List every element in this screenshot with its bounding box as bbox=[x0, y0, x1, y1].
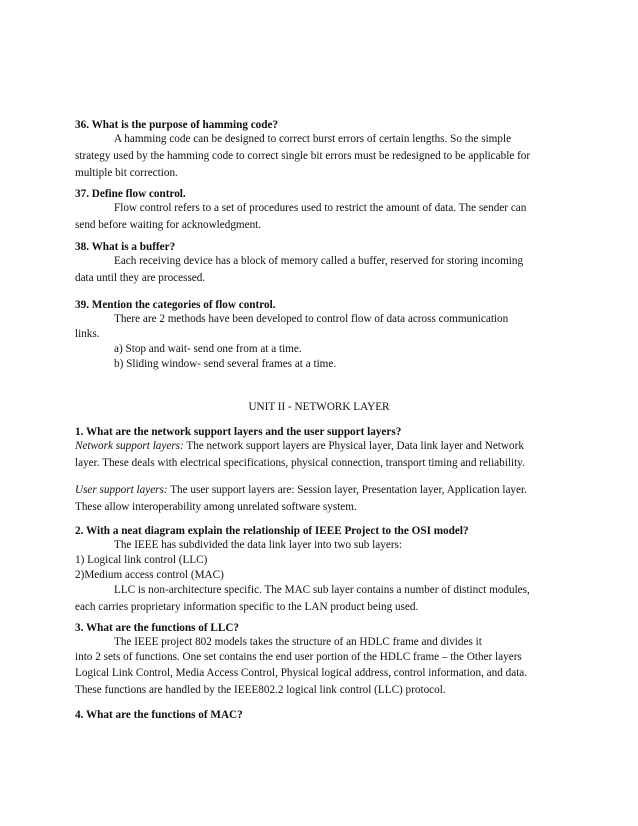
user-support-label: User support layers: bbox=[75, 484, 168, 496]
q37-line-1: Flow control refers to a set of procedures used to restrict the amount of data. The sender can bbox=[114, 202, 527, 214]
u1-heading: 1. What are the network support layers and the user support layers? bbox=[75, 426, 402, 438]
u2-line-2: 1) Logical link control (LLC) bbox=[75, 554, 208, 566]
q39-line-2: links. bbox=[75, 328, 100, 340]
u3-line-2: into 2 sets of functions. One set contains the end user portion of the HDLC frame – the Other layers bbox=[75, 651, 522, 663]
network-support-label: Network support layers: bbox=[75, 440, 184, 452]
u1-paragraph-1-line-2: layer. These deals with electrical specifications, physical connection, transport timing and reliability. bbox=[75, 457, 525, 469]
u1-p2-text: The user support layers are: Session layer, Presentation layer, Application layer. bbox=[167, 484, 527, 496]
q37-heading: 37. Define flow control. bbox=[75, 188, 186, 200]
q38-line-2: data until they are processed. bbox=[75, 272, 206, 284]
u1-paragraph-1-line-1 bbox=[75, 439, 524, 453]
u1-paragraph-2-line-1 bbox=[75, 483, 527, 497]
u4-heading: 4. What are the functions of MAC? bbox=[75, 709, 243, 721]
q37-line-2: send before waiting for acknowledgment. bbox=[75, 219, 262, 231]
u2-line-3: 2)Medium access control (MAC) bbox=[75, 569, 224, 581]
q36-line-2: strategy used by the hamming code to correct single bit errors must be redesigned to be applicable for bbox=[75, 150, 531, 162]
u1-p1-text: The network support layers are Physical layer, Data link layer and Network bbox=[183, 440, 524, 452]
q39-line-1: There are 2 methods have been developed to control flow of data across communication bbox=[114, 313, 509, 325]
q36-line-1: A hamming code can be designed to correct burst errors of certain lengths. So the simple bbox=[114, 133, 512, 145]
u3-line-3: Logical Link Control, Media Access Control, Physical logical address, control information, and data. bbox=[75, 667, 528, 679]
q36-line-3: multiple bit correction. bbox=[75, 167, 178, 179]
q39-heading: 39. Mention the categories of flow control. bbox=[75, 299, 276, 311]
u2-line-1: The IEEE has subdivided the data link layer into two sub layers: bbox=[114, 539, 403, 551]
u1-paragraph-2-line-2: These allow interoperability among unrelated software system. bbox=[75, 501, 357, 513]
u2-line-4: LLC is non-architecture specific. The MAC sub layer contains a number of distinct modules, bbox=[114, 584, 530, 596]
unit-title: UNIT II - NETWORK LAYER bbox=[248, 401, 390, 413]
u2-heading: 2. With a neat diagram explain the relationship of IEEE Project to the OSI model? bbox=[75, 525, 469, 537]
u3-line-4: These functions are handled by the IEEE802.2 logical link control (LLC) protocol. bbox=[75, 684, 446, 696]
q36-heading: 36. What is the purpose of hamming code? bbox=[75, 119, 279, 131]
q39-line-4: b) Sliding window- send several frames at a time. bbox=[114, 358, 337, 370]
u3-line-1: The IEEE project 802 models takes the structure of an HDLC frame and divides it bbox=[114, 636, 482, 648]
u3-heading: 3. What are the functions of LLC? bbox=[75, 622, 239, 634]
q39-line-3: a) Stop and wait- send one from at a time. bbox=[114, 343, 302, 355]
q38-line-1: Each receiving device has a block of memory called a buffer, reserved for storing incoming bbox=[114, 255, 524, 267]
u2-line-5: each carries proprietary information specific to the LAN product being used. bbox=[75, 601, 419, 613]
q38-heading: 38. What is a buffer? bbox=[75, 241, 176, 253]
